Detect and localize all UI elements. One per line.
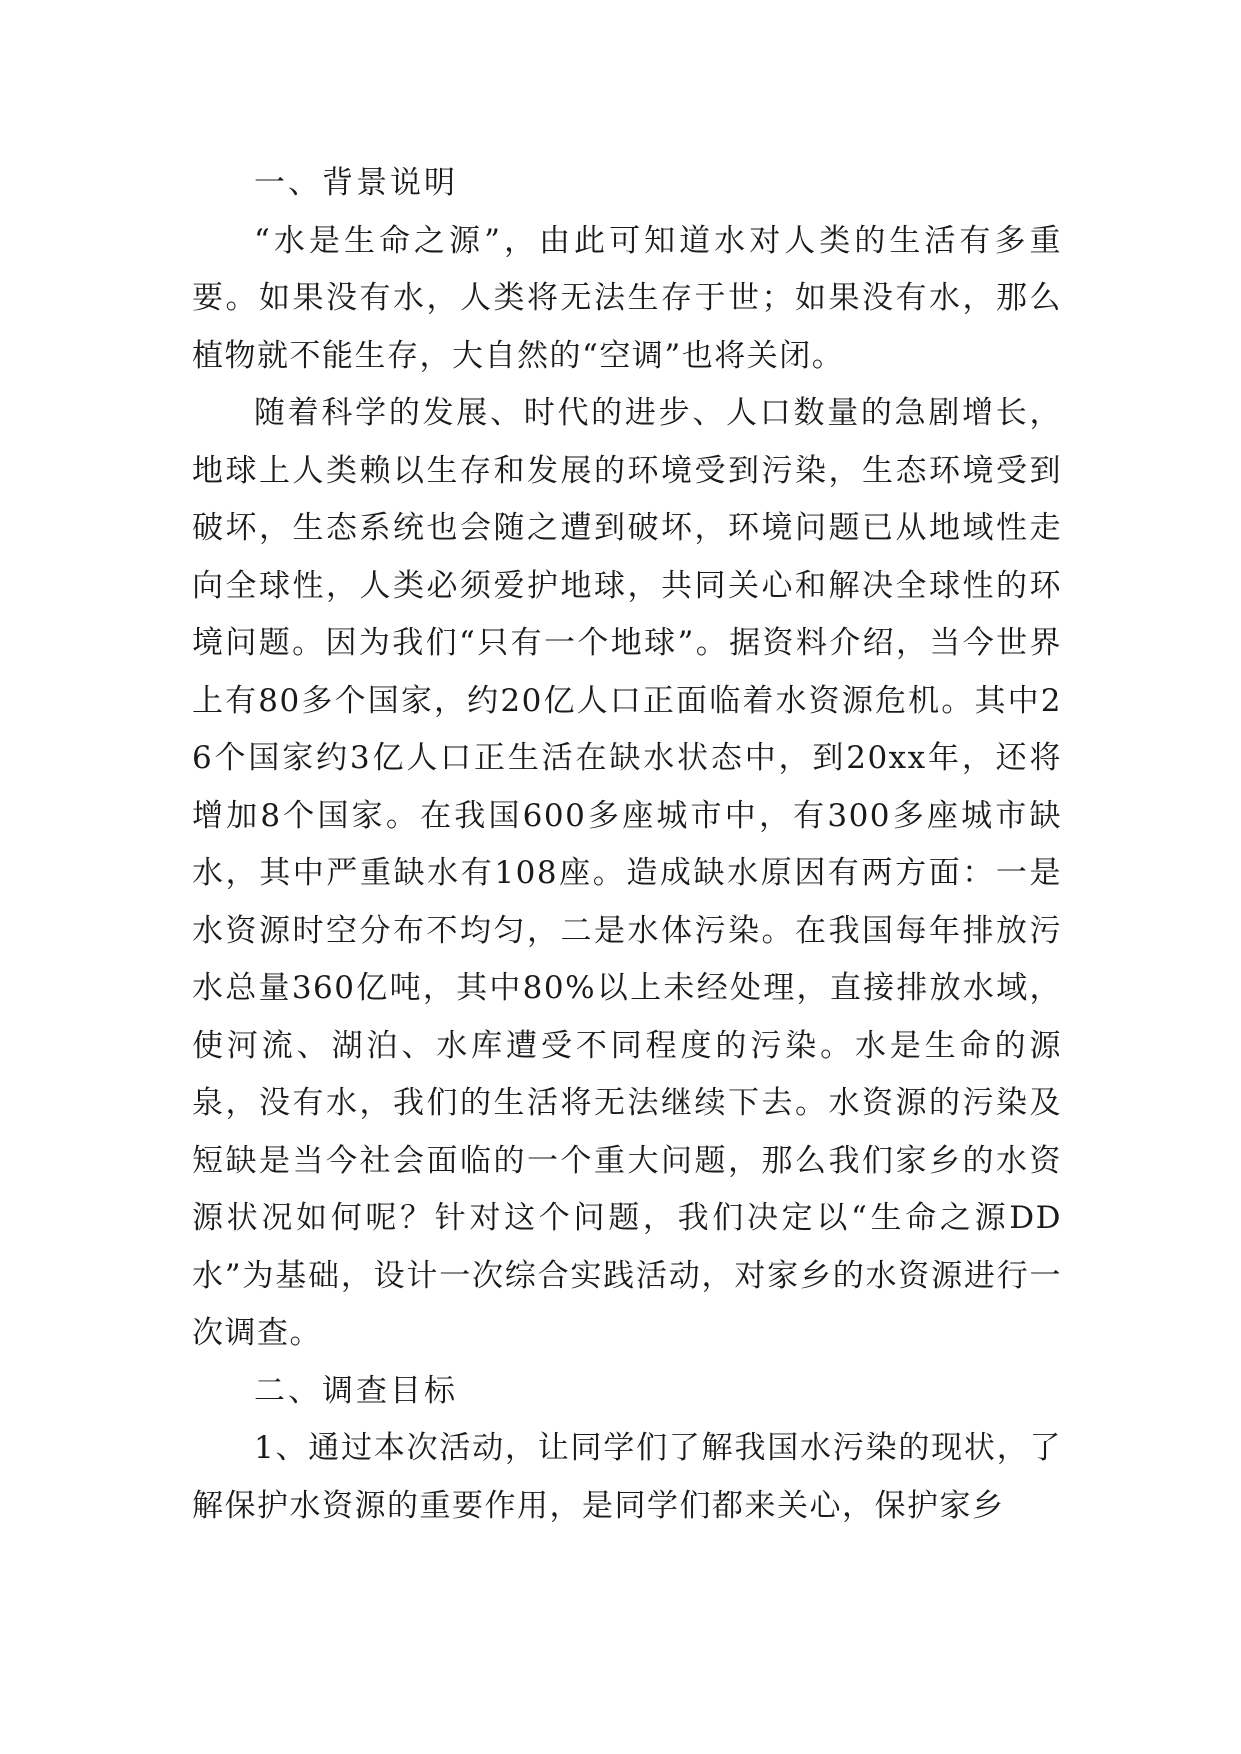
paragraph-goal-1: 1、通过本次活动，让同学们了解我国水污染的现状，了解保护水资源的重要作用，是同学们都来关心，保护家乡 <box>192 1430 1062 1524</box>
section-heading-survey-goals: 二、调查目标 <box>254 1372 458 1409</box>
section-heading-background: 一、背景说明 <box>254 165 458 201</box>
paragraph-water-source: “水是生命之源”，由此可知道水对人类的生活有多重要。如果没有水，人类将无法生存于世；如果没有水，那么植物就不能生存，大自然的“空调”也将关闭。 <box>192 222 1062 374</box>
paragraph-background-detail: 随着科学的发展、时代的进步、人口数量的急剧增长，地球上人类赖以生存和发展的环境受到污染，生态环境受到破坏，生态系统也会随之遭到破坏，环境问题已从地域性走向全球性，人类必须爱护地球，共同关心和解决全球性的环境问题。因为我们“只有一个地球”。据资料介绍，当今世界上有80多个国家，约20亿人口正面临着水资源危机。其中26个国家约3亿人口正生活在缺水状态中，到20xx年，还将增加8个国家。在我国600多座城市中，有300多座城市缺水，其中严重缺水有108座。造成缺水原因有两方面：一是水资源时空分布不均匀，二是水体污染。在我国每年排放污水总量360亿吨，其中80%以上未经处理，直接排放水域，使河流、湖泊、水库遭受不同程度的污染。水是生命的源泉，没有水，我们的生活将无法继续下去。水资源的污染及短缺是当今社会面临的一个重大问题，那么我们家乡的水资源状况如何呢？针对这个问题，我们决定以“生命之源DD水”为基础，设计一次综合实践活动，对家乡的水资源进行一次调查。 <box>192 395 1062 1351</box>
document-body <box>192 155 1062 1535</box>
